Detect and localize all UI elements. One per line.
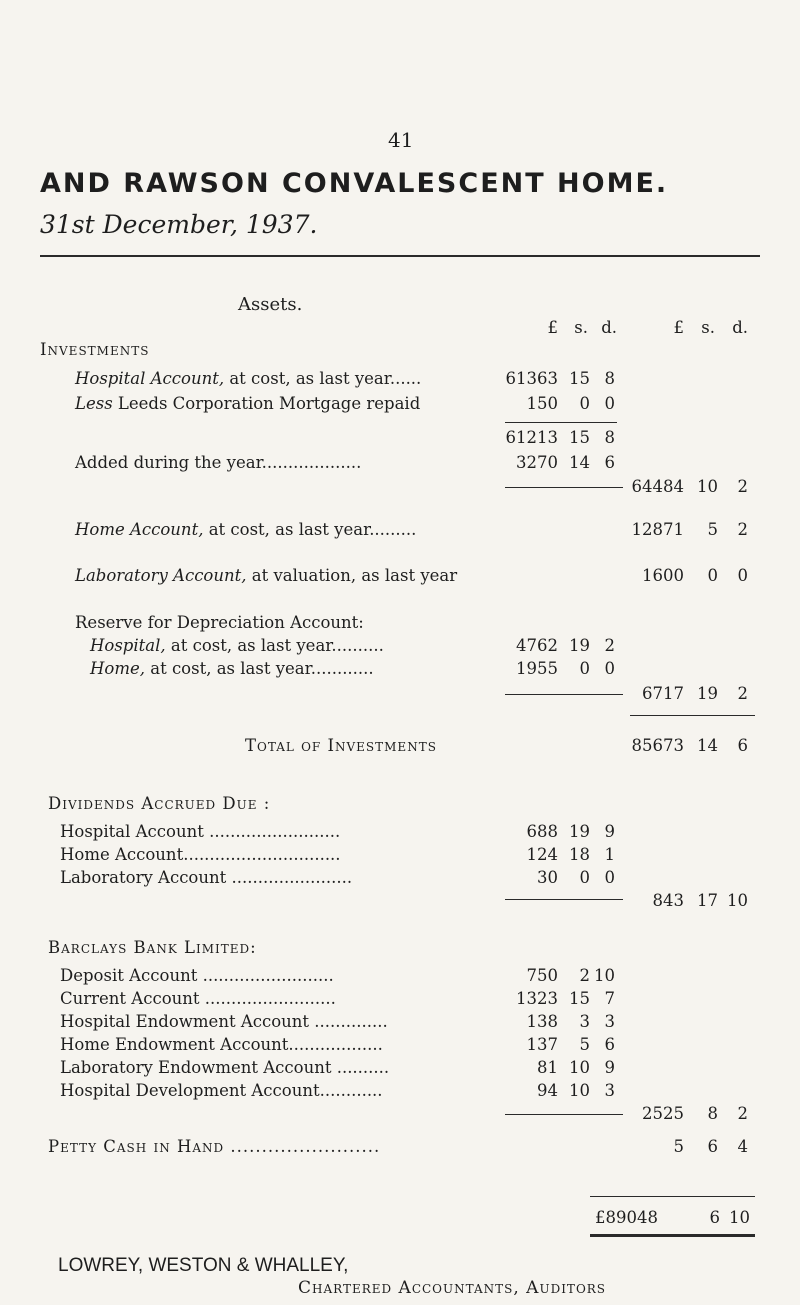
dividend-item-pounds: 124 [526, 845, 558, 864]
dividend-item-pounds: 688 [526, 822, 558, 841]
barclays-item-pounds: 94 [537, 1081, 558, 1100]
dividend-item-label: Hospital Account ......................... [60, 822, 341, 841]
petty-cash-pounds: 5 [673, 1137, 684, 1156]
date-line: 31st December, 1937. [40, 210, 318, 239]
reserve-hospital-label: Hospital, at cost, as last year.......... [90, 636, 384, 655]
grand-total-pounds: £89048 [595, 1208, 658, 1227]
col-header-pounds-2: £ [673, 318, 684, 337]
dividend-item-label: Laboratory Account ....................... [60, 868, 353, 887]
barclays-item-label: Current Account ......................... [60, 989, 336, 1008]
barclays-item-label: Hospital Development Account............ [60, 1081, 383, 1100]
barclays-item-pence: 3 [604, 1081, 615, 1100]
reserve-home-pounds: 1955 [516, 659, 558, 678]
page-heading: AND RAWSON CONVALESCENT HOME. [40, 168, 669, 199]
auditor-title: Chartered Accountants, Auditors [298, 1278, 607, 1298]
added-shillings: 14 [569, 453, 590, 472]
petty-cash-pence: 4 [737, 1137, 748, 1156]
hospital-total-pounds: 64484 [631, 477, 684, 496]
hospital-total-shillings: 10 [697, 477, 718, 496]
reserve-hospital-shillings: 19 [569, 636, 590, 655]
barclays-item-pounds: 1323 [516, 989, 558, 1008]
dividends-title: Dividends Accrued Due : [48, 794, 271, 813]
home-account-label: Home Account, at cost, as last year......... [75, 520, 417, 539]
less-mortgage-pounds: 150 [526, 394, 558, 413]
lab-total-shillings: 0 [707, 566, 718, 585]
reserve-total-shillings: 19 [697, 684, 718, 703]
dividends-total-rule [505, 899, 623, 900]
added-label: Added during the year................... [75, 453, 362, 472]
dividend-item-shillings: 18 [569, 845, 590, 864]
dividend-item-pounds: 30 [537, 868, 558, 887]
dividends-total-pence: 10 [727, 891, 748, 910]
barclays-item-pence: 6 [604, 1035, 615, 1054]
col-header-pence-2: d. [732, 318, 748, 337]
less-mortgage-label: Less Leeds Corporation Mortgage repaid [75, 394, 421, 413]
total-investments-label: Total of Investments [245, 736, 437, 755]
barclays-item-pence: 3 [604, 1012, 615, 1031]
total-investments-pence: 6 [737, 736, 748, 755]
dividend-item-pence: 1 [604, 845, 615, 864]
barclays-item-pence: 10 [594, 966, 615, 985]
dividend-item-shillings: 0 [579, 868, 590, 887]
barclays-total-shillings: 8 [707, 1104, 718, 1123]
lab-total-pounds: 1600 [642, 566, 684, 585]
home-total-pence: 2 [737, 520, 748, 539]
barclays-item-label: Home Endowment Account.................. [60, 1035, 383, 1054]
barclays-item-shillings: 15 [569, 989, 590, 1008]
dividend-item-shillings: 19 [569, 822, 590, 841]
grand-total-shillings: 6 [709, 1208, 720, 1227]
reserve-total-rule [505, 694, 623, 695]
barclays-total-pence: 2 [737, 1104, 748, 1123]
section-title: Assets. [238, 294, 303, 315]
petty-cash-label: Petty Cash in Hand ........................ [48, 1137, 381, 1156]
investments-title: Investments [40, 340, 150, 359]
barclays-title: Barclays Bank Limited: [48, 938, 257, 957]
hospital-total-rule [505, 487, 623, 488]
header-rule [40, 255, 760, 257]
barclays-item-shillings: 5 [579, 1035, 590, 1054]
laboratory-account-label: Laboratory Account, at valuation, as last year [75, 566, 458, 585]
barclays-item-pounds: 138 [526, 1012, 558, 1031]
total-investments-shillings: 14 [697, 736, 718, 755]
barclays-item-pounds: 750 [526, 966, 558, 985]
reserve-total-pence: 2 [737, 684, 748, 703]
barclays-item-shillings: 2 [579, 966, 590, 985]
col-header-pence-1: d. [601, 318, 617, 337]
hospital-account-pounds: 61363 [505, 369, 558, 388]
hospital-account-pence: 8 [604, 369, 615, 388]
barclays-item-label: Hospital Endowment Account .............. [60, 1012, 388, 1031]
investments-total-rule [630, 715, 755, 716]
reserve-hospital-pence: 2 [604, 636, 615, 655]
home-total-shillings: 5 [707, 520, 718, 539]
col-header-shillings-2: s. [701, 318, 715, 337]
dividend-item-label: Home Account.............................. [60, 845, 341, 864]
reserve-home-shillings: 0 [579, 659, 590, 678]
barclays-item-pence: 9 [604, 1058, 615, 1077]
barclays-item-pounds: 81 [537, 1058, 558, 1077]
dividends-total-shillings: 17 [697, 891, 718, 910]
auditor-firm: LOWREY, WESTON & WHALLEY, [58, 1255, 349, 1276]
subtotal-rule [505, 422, 617, 423]
lab-total-pence: 0 [737, 566, 748, 585]
reserve-home-label: Home, at cost, as last year............ [90, 659, 374, 678]
less-mortgage-shillings: 0 [579, 394, 590, 413]
barclays-item-pence: 7 [604, 989, 615, 1008]
barclays-item-shillings: 10 [569, 1081, 590, 1100]
home-total-pounds: 12871 [631, 520, 684, 539]
added-pounds: 3270 [516, 453, 558, 472]
total-investments-pounds: 85673 [631, 736, 684, 755]
reserve-hospital-pounds: 4762 [516, 636, 558, 655]
reserve-home-pence: 0 [604, 659, 615, 678]
hospital-total-pence: 2 [737, 477, 748, 496]
barclays-total-pounds: 2525 [642, 1104, 684, 1123]
hospital-account-shillings: 15 [569, 369, 590, 388]
col-header-pounds-1: £ [547, 318, 558, 337]
dividend-item-pence: 0 [604, 868, 615, 887]
petty-cash-shillings: 6 [707, 1137, 718, 1156]
less-mortgage-pence: 0 [604, 394, 615, 413]
subtotal-pounds: 61213 [505, 428, 558, 447]
barclays-item-shillings: 10 [569, 1058, 590, 1077]
barclays-item-shillings: 3 [579, 1012, 590, 1031]
hospital-account-label: Hospital Account, at cost, as last year...... [75, 369, 422, 388]
subtotal-pence: 8 [604, 428, 615, 447]
reserve-total-pounds: 6717 [642, 684, 684, 703]
subtotal-shillings: 15 [569, 428, 590, 447]
dividend-item-pence: 9 [604, 822, 615, 841]
barclays-item-label: Deposit Account ......................... [60, 966, 334, 985]
col-header-shillings-1: s. [574, 318, 588, 337]
grand-total-pence: 10 [729, 1208, 750, 1227]
barclays-item-pounds: 137 [526, 1035, 558, 1054]
reserve-label: Reserve for Depreciation Account: [75, 613, 364, 632]
grand-total-double-rule [590, 1234, 755, 1237]
grand-total-top-rule [590, 1196, 755, 1197]
added-pence: 6 [604, 453, 615, 472]
dividends-total-pounds: 843 [652, 891, 684, 910]
barclays-item-label: Laboratory Endowment Account .......... [60, 1058, 390, 1077]
barclays-total-rule [505, 1114, 623, 1115]
page-number: 41 [388, 128, 414, 152]
